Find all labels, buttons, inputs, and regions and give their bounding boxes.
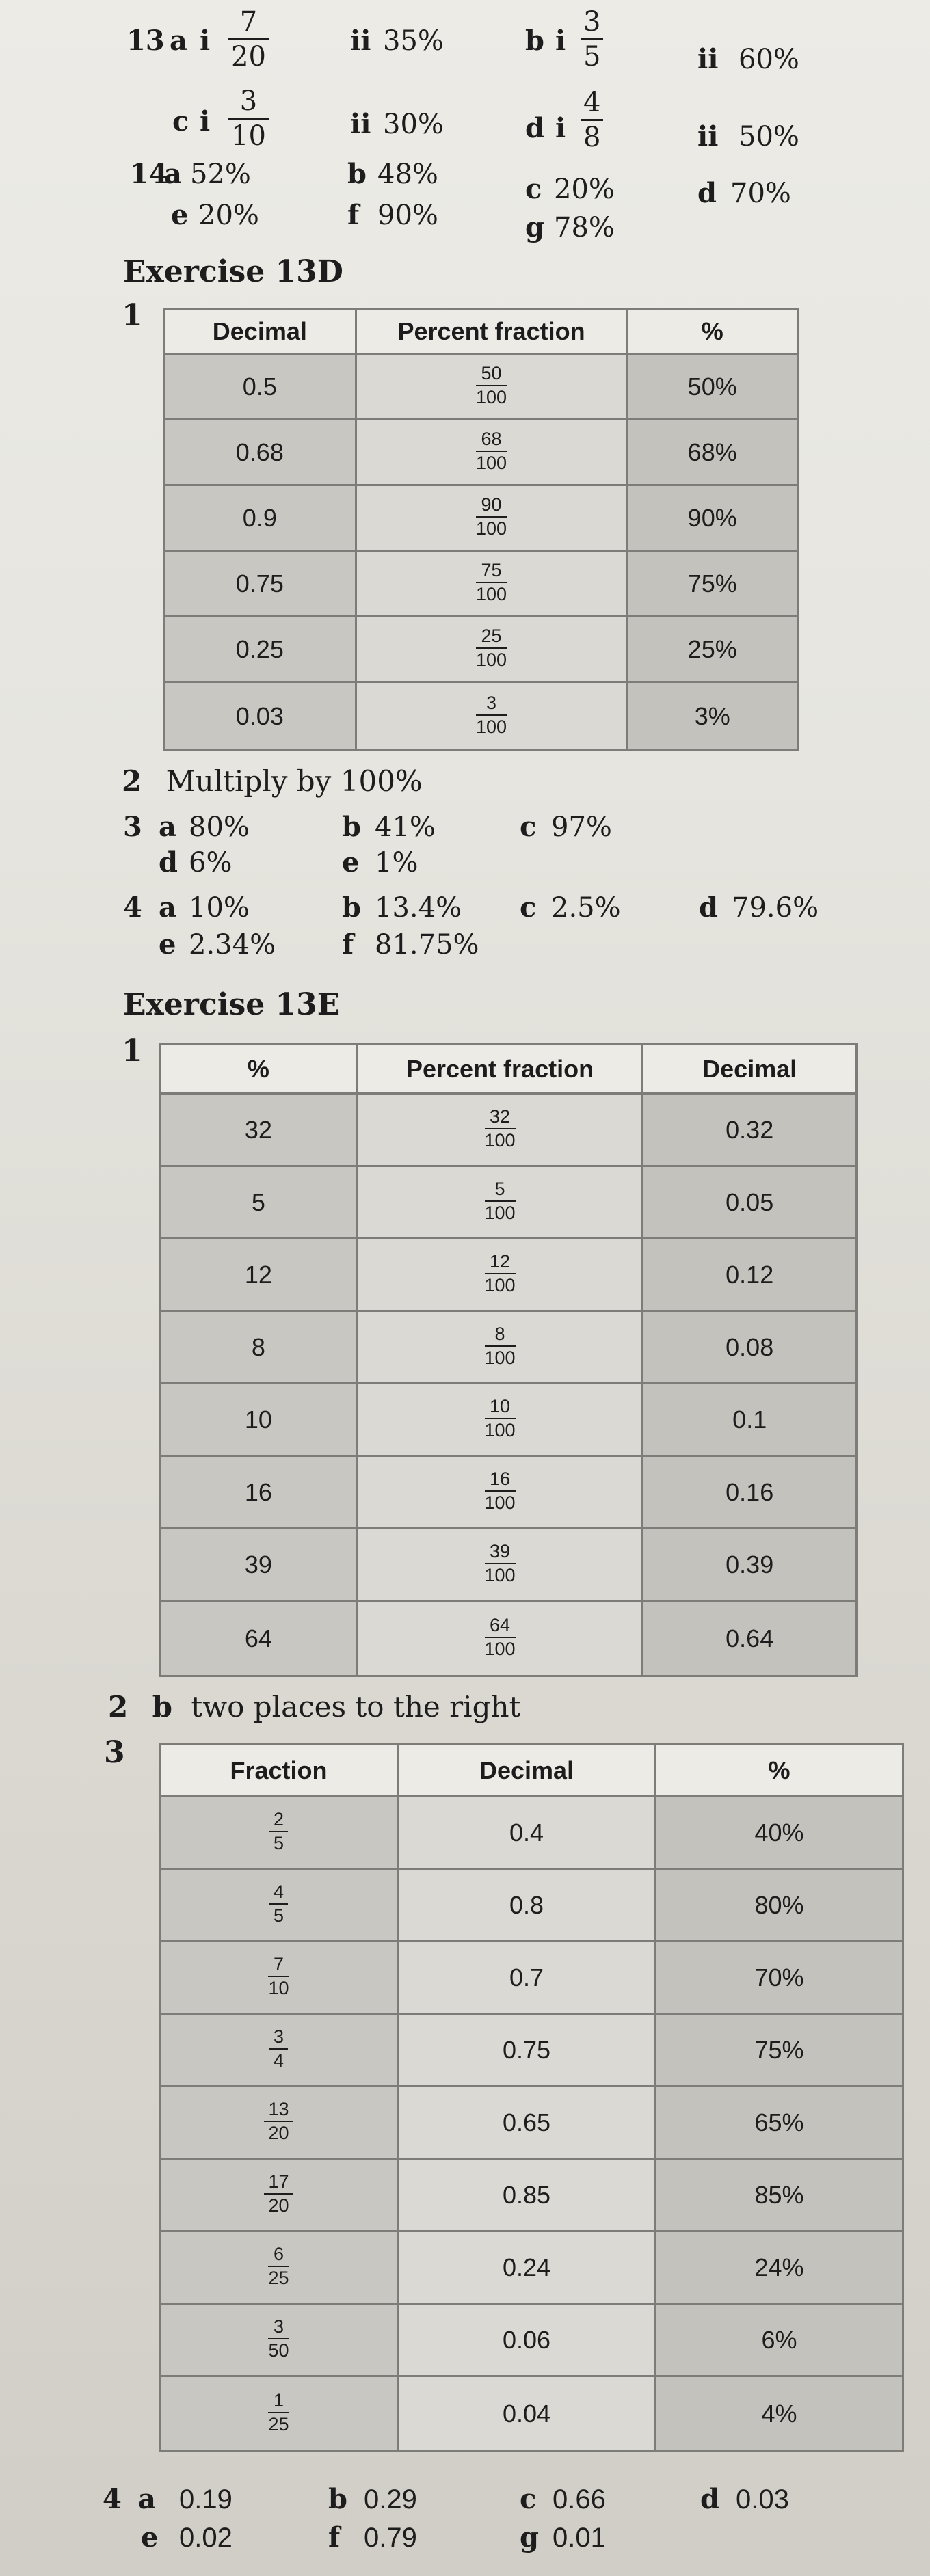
ex13d-q1-number: 1: [122, 298, 143, 333]
answer-label: b: [152, 1690, 172, 1723]
column-header: Percent fraction: [357, 1045, 643, 1094]
fraction-numerator: 3: [476, 693, 507, 716]
fraction-numerator: 7: [228, 8, 269, 40]
exercise-13e-heading: Exercise 13E: [123, 987, 341, 1022]
table-row: [160, 1456, 857, 1529]
answer-value: 0.66: [553, 2484, 606, 2514]
fraction-denominator: 5: [273, 1833, 284, 1854]
fraction-numerator: 6: [268, 2244, 289, 2268]
fraction-denominator: 100: [484, 1347, 516, 1369]
percent-fraction-cell: [357, 1529, 643, 1601]
ex13e-q3-table: [159, 1743, 904, 2452]
fraction-numerator: 64: [485, 1615, 516, 1639]
answer-value: 80%: [189, 811, 250, 843]
answer-value: 20%: [198, 200, 259, 231]
decimal-cell: 0.39: [643, 1529, 857, 1601]
percent-cell: 40%: [656, 1797, 903, 1869]
fraction-denominator: 5: [583, 41, 601, 72]
decimal-cell: 0.85: [397, 2159, 655, 2231]
answer-label: f: [342, 928, 354, 961]
q13-c-fraction: [226, 85, 271, 152]
q13-b-ii-value: 60%: [739, 44, 799, 75]
decimal-cell: 0.05: [643, 1166, 857, 1239]
table-row: [160, 1094, 857, 1166]
fraction-numerator: 25: [476, 626, 507, 649]
exercise-13d-heading: Exercise 13D: [123, 254, 343, 289]
decimal-cell: 0.4: [397, 1797, 655, 1869]
answer-label: b: [347, 158, 367, 190]
fraction-numerator: 90: [476, 495, 507, 518]
answer-label: a: [138, 2483, 156, 2515]
percent-cell: 75%: [627, 551, 798, 617]
fraction-denominator: 10: [268, 1978, 289, 1999]
ex13e-q1-number: 1: [122, 1034, 143, 1069]
fraction-denominator: 50: [268, 2340, 289, 2361]
q13-d-ii-value: 50%: [739, 121, 799, 152]
answer-label: f: [328, 2521, 341, 2553]
answer-label: b: [342, 811, 361, 843]
table-row: [160, 1384, 857, 1456]
ex13d-q2: [122, 764, 423, 798]
ex13e-q1-table: [159, 1043, 858, 1677]
table-row: [160, 1311, 857, 1384]
fraction-denominator: 100: [484, 1130, 516, 1151]
column-header: Decimal: [397, 1745, 655, 1797]
fraction-numerator: 4: [269, 1882, 288, 1905]
percent-cell: 25%: [627, 617, 798, 682]
fraction-numerator: 3: [228, 88, 269, 120]
q13-label-cii: ii: [350, 108, 371, 140]
table-row: [160, 2231, 903, 2304]
fraction-numerator: 10: [485, 1397, 516, 1420]
column-header: Decimal: [643, 1045, 857, 1094]
fraction-denominator: 5: [273, 1905, 284, 1927]
table-row: [160, 1529, 857, 1601]
decimal-cell: 0.68: [164, 420, 356, 485]
fraction-denominator: 4: [273, 2050, 284, 2071]
decimal-cell: 0.32: [643, 1094, 857, 1166]
percent-cell: 3%: [627, 682, 798, 751]
q13-a-fraction: [226, 8, 271, 70]
q13-d-fraction: [578, 89, 606, 151]
answer-label: c: [525, 173, 542, 205]
table-row: [160, 2014, 903, 2087]
fraction-numerator: 75: [476, 561, 507, 584]
answer-value: 2.34%: [189, 929, 276, 961]
answer-text: two places to the right: [191, 1690, 521, 1723]
answer-value: 20%: [554, 174, 615, 205]
percent-cell: 24%: [656, 2231, 903, 2304]
decimal-cell: 0.08: [643, 1311, 857, 1384]
answer-label: d: [159, 846, 178, 878]
fraction-denominator: 100: [484, 1639, 516, 1660]
percent-fraction-cell: [356, 485, 627, 551]
fraction-cell: [160, 2304, 398, 2376]
fraction-cell: [160, 2231, 398, 2304]
fraction-numerator: 5: [485, 1179, 516, 1203]
percent-cell: 75%: [656, 2014, 903, 2087]
answer-label: d: [698, 177, 717, 209]
percent-cell: 85%: [656, 2159, 903, 2231]
q13-a-ii-value: 35%: [383, 25, 444, 57]
decimal-cell: 0.12: [643, 1239, 857, 1311]
answer-value: 0.01: [553, 2523, 606, 2553]
answer-label: e: [141, 2521, 159, 2553]
percent-cell: 64: [160, 1601, 358, 1676]
table-row: [160, 1239, 857, 1311]
answer-label: a: [159, 891, 176, 924]
q13-c-ii-value: 30%: [383, 109, 444, 140]
fraction-numerator: 13: [264, 2099, 293, 2123]
fraction-denominator: 100: [484, 1420, 516, 1441]
fraction-denominator: 100: [476, 453, 507, 474]
percent-cell: 32: [160, 1094, 358, 1166]
q13-label-d: d: [525, 112, 544, 144]
decimal-cell: 0.64: [643, 1601, 857, 1676]
answer-label: d: [699, 891, 718, 924]
answer-value: 1%: [375, 847, 418, 878]
answer-label: g: [520, 2521, 539, 2553]
fraction-numerator: 3: [268, 2317, 289, 2340]
answer-value: 90%: [377, 200, 438, 231]
percent-fraction-cell: [357, 1166, 643, 1239]
percent-cell: 50%: [627, 354, 798, 420]
ex13e-q2: [108, 1690, 520, 1723]
fraction-numerator: 12: [485, 1252, 516, 1275]
fraction-denominator: 100: [484, 1275, 516, 1296]
fraction-denominator: 100: [476, 716, 507, 738]
answer-value: 52%: [190, 159, 251, 190]
decimal-cell: 0.75: [397, 2014, 655, 2087]
question-number: 3: [123, 811, 142, 843]
percent-fraction-cell: [357, 1094, 643, 1166]
q13-number: 13: [127, 25, 165, 57]
fraction-numerator: 2: [269, 1810, 288, 1833]
decimal-cell: 0.25: [164, 617, 356, 682]
decimal-cell: 0.03: [164, 682, 356, 751]
table-row: [160, 1797, 903, 1869]
percent-fraction-cell: [356, 420, 627, 485]
fraction-cell: [160, 1869, 398, 1942]
table-row: [160, 2159, 903, 2231]
table-row: [160, 2376, 903, 2452]
fraction-numerator: 17: [264, 2172, 293, 2195]
fraction-cell: [160, 2087, 398, 2159]
answer-value: 79.6%: [732, 892, 819, 924]
decimal-cell: 0.75: [164, 551, 356, 617]
fraction-numerator: 3: [269, 2027, 288, 2050]
question-number: 2: [108, 1690, 129, 1723]
answer-label: e: [171, 199, 189, 231]
answer-label: f: [347, 199, 360, 231]
answer-value: 6%: [189, 847, 232, 878]
percent-fraction-cell: [357, 1239, 643, 1311]
answer-value: 78%: [554, 212, 615, 243]
answer-value: 41%: [375, 811, 436, 843]
fraction-cell: [160, 2159, 398, 2231]
answer-value: 13.4%: [375, 892, 462, 924]
fraction-denominator: 20: [231, 41, 266, 72]
answer-value: 0.02: [179, 2523, 232, 2553]
q13-b-fraction: [578, 8, 606, 70]
answer-label: c: [520, 2483, 537, 2515]
fraction-numerator: 8: [485, 1324, 516, 1347]
answer-value: 0.29: [364, 2484, 417, 2514]
decimal-cell: 0.7: [397, 1942, 655, 2014]
fraction-denominator: 8: [583, 122, 601, 153]
column-header: %: [627, 309, 798, 354]
decimal-cell: 0.8: [397, 1869, 655, 1942]
answer-label: e: [159, 928, 176, 961]
percent-fraction-cell: [357, 1601, 643, 1676]
fraction-numerator: 3: [581, 8, 603, 40]
decimal-cell: 0.04: [397, 2376, 655, 2452]
percent-fraction-cell: [357, 1311, 643, 1384]
fraction-denominator: 100: [484, 1492, 516, 1514]
table-row: [164, 485, 798, 551]
percent-cell: 10: [160, 1384, 358, 1456]
fraction-denominator: 20: [268, 2195, 289, 2216]
decimal-cell: 0.5: [164, 354, 356, 420]
percent-cell: 70%: [656, 1942, 903, 2014]
table-row: [160, 1166, 857, 1239]
table-row: [160, 1942, 903, 2014]
percent-fraction-cell: [356, 617, 627, 682]
answer-value: 0.03: [736, 2484, 789, 2514]
decimal-cell: 0.1: [643, 1384, 857, 1456]
ex13d-q1-table: [163, 308, 799, 751]
column-header: Fraction: [160, 1745, 398, 1797]
table-row: [164, 551, 798, 617]
column-header: Percent fraction: [356, 309, 627, 354]
fraction-cell: [160, 1797, 398, 1869]
fraction-numerator: 7: [268, 1955, 289, 1978]
percent-cell: 4%: [656, 2376, 903, 2452]
fraction-denominator: 25: [268, 2268, 289, 2289]
answer-label: a: [164, 158, 182, 190]
q13-label-bii: ii: [698, 43, 719, 75]
fraction-cell: [160, 2014, 398, 2087]
percent-cell: 65%: [656, 2087, 903, 2159]
answer-value: 81.75%: [375, 929, 479, 961]
answer-label: c: [520, 891, 537, 924]
decimal-cell: 0.65: [397, 2087, 655, 2159]
fraction-cell: [160, 1942, 398, 2014]
decimal-cell: 0.9: [164, 485, 356, 551]
decimal-cell: 0.06: [397, 2304, 655, 2376]
percent-cell: 8: [160, 1311, 358, 1384]
answer-label: a: [159, 811, 176, 843]
fraction-numerator: 32: [485, 1107, 516, 1130]
fraction-numerator: 1: [268, 2391, 289, 2414]
fraction-denominator: 100: [484, 1203, 516, 1224]
decimal-cell: 0.16: [643, 1456, 857, 1529]
q13-label-b: b: [525, 25, 544, 57]
table-row: [160, 2304, 903, 2376]
table-row: [164, 420, 798, 485]
percent-cell: 68%: [627, 420, 798, 485]
q13-label-dii: ii: [698, 120, 719, 152]
answer-value: 0.79: [364, 2523, 417, 2553]
table-row: [164, 617, 798, 682]
decimal-cell: 0.24: [397, 2231, 655, 2304]
percent-cell: 16: [160, 1456, 358, 1529]
fraction-denominator: 100: [476, 518, 507, 539]
percent-cell: 39: [160, 1529, 358, 1601]
answer-label: g: [525, 211, 544, 243]
percent-fraction-cell: [357, 1384, 643, 1456]
answer-text: Multiply by 100%: [165, 764, 423, 798]
percent-fraction-cell: [356, 682, 627, 751]
column-header: %: [656, 1745, 903, 1797]
table-row: [160, 1601, 857, 1676]
percent-cell: 5: [160, 1166, 358, 1239]
percent-fraction-cell: [356, 551, 627, 617]
answer-label: b: [328, 2483, 347, 2515]
percent-cell: 90%: [627, 485, 798, 551]
answer-label: c: [520, 811, 537, 843]
q14-number: 14: [130, 158, 168, 190]
q13-label-aii: ii: [350, 25, 371, 57]
column-header: Decimal: [164, 309, 356, 354]
q13-label-ai: i: [200, 25, 211, 57]
answer-value: 0.19: [179, 2484, 232, 2514]
answer-value: 97%: [551, 811, 612, 843]
q13-label-bi: i: [555, 25, 566, 57]
q13-label-c: c: [172, 105, 189, 137]
answer-value: 2.5%: [551, 892, 621, 924]
answer-value: 70%: [730, 178, 791, 209]
column-header: %: [160, 1045, 358, 1094]
fraction-numerator: 16: [485, 1469, 516, 1492]
q13-label-ci: i: [200, 105, 211, 137]
percent-fraction-cell: [356, 354, 627, 420]
fraction-cell: [160, 2376, 398, 2452]
table-row: [164, 682, 798, 751]
percent-cell: 12: [160, 1239, 358, 1311]
fraction-denominator: 100: [476, 387, 507, 408]
fraction-numerator: 50: [476, 364, 507, 387]
q13-label-di: i: [555, 112, 566, 144]
fraction-denominator: 100: [476, 584, 507, 605]
table-row: [160, 1869, 903, 1942]
answer-label: d: [700, 2483, 719, 2515]
fraction-numerator: 4: [581, 89, 603, 121]
question-number: 4: [103, 2483, 122, 2515]
fraction-denominator: 100: [476, 649, 507, 671]
answer-value: 10%: [189, 892, 250, 924]
fraction-numerator: 39: [485, 1542, 516, 1565]
question-number: 4: [123, 891, 142, 924]
fraction-numerator: 68: [476, 429, 507, 453]
answer-label: b: [342, 891, 361, 924]
table-row: [160, 2087, 903, 2159]
fraction-denominator: 10: [231, 120, 266, 152]
fraction-denominator: 100: [484, 1565, 516, 1586]
fraction-denominator: 20: [268, 2123, 289, 2144]
table-row: [164, 354, 798, 420]
percent-cell: 80%: [656, 1869, 903, 1942]
question-number: 2: [122, 764, 142, 798]
answer-label: e: [342, 846, 360, 878]
ex13e-q3-number: 3: [104, 1735, 125, 1770]
percent-cell: 6%: [656, 2304, 903, 2376]
q13-label-a: a: [170, 25, 187, 57]
answer-value: 48%: [377, 159, 438, 190]
fraction-denominator: 25: [268, 2414, 289, 2435]
percent-fraction-cell: [357, 1456, 643, 1529]
